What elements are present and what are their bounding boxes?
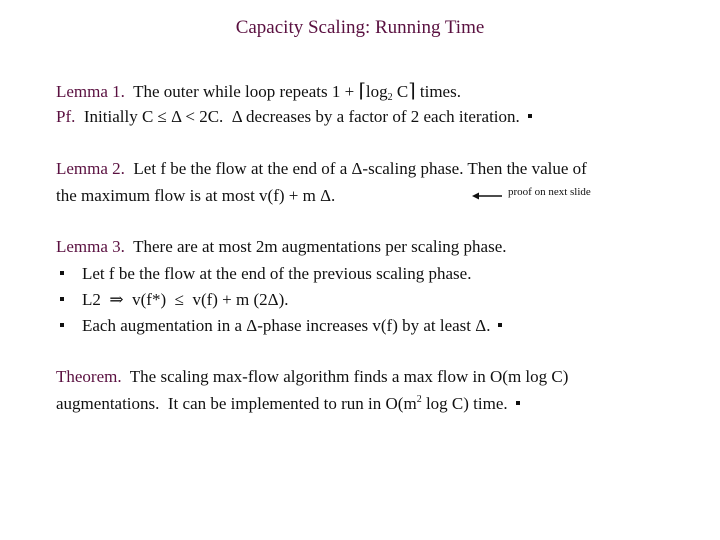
proof-1-label: Pf. <box>56 107 76 126</box>
lemma-3-label: Lemma 3. <box>56 237 125 256</box>
slide-title: Capacity Scaling: Running Time <box>235 17 485 38</box>
lemma-2-text-1: Let f be the flow at the end of a Δ-scaling phase. Then the value of <box>124 159 587 178</box>
left-arrow-icon <box>472 191 502 201</box>
qed-square-icon <box>516 401 520 405</box>
theorem-line-2 <box>56 394 520 414</box>
log-subscript: 2 <box>387 92 393 103</box>
theorem-text-1: The scaling max-flow algorithm finds a max flow in O(m log C) <box>121 367 569 386</box>
theorem-line-1 <box>56 367 568 387</box>
lemma-2-label: Lemma 2. <box>56 159 125 178</box>
log-text: log <box>365 82 388 101</box>
ceil-close-symbol: ⌉ <box>408 81 416 102</box>
qed-square-icon <box>528 114 532 118</box>
lemma-1 <box>56 80 461 103</box>
qed-square-icon <box>498 323 502 327</box>
bullet-text: L2 ⇒ v(f*) ≤ v(f) + m (2Δ). <box>82 290 289 309</box>
theorem-text-2a: augmentations. It can be implemented to run in O(m <box>56 394 417 413</box>
list-item <box>60 290 289 310</box>
list-item <box>60 316 502 336</box>
bullet-text: Each augmentation in a Δ-phase increases v(f) by at least Δ. <box>82 316 491 335</box>
proof-1 <box>56 107 532 127</box>
list-item <box>60 264 471 284</box>
proof-1-text: Initially C ≤ Δ < 2C. Δ decreases by a factor of 2 each iteration. <box>75 107 520 126</box>
bullet-icon <box>60 297 64 301</box>
log-arg: C <box>392 82 409 101</box>
bullet-icon <box>60 271 64 275</box>
theorem-label: Theorem. <box>56 367 122 386</box>
theorem-text-2b: log C) time. <box>421 394 508 413</box>
lemma-3-text: There are at most 2m augmentations per scaling phase. <box>124 237 507 256</box>
lemma-2-line-1 <box>56 159 587 179</box>
bullet-text: Let f be the flow at the end of the previous scaling phase. <box>82 264 472 283</box>
lemma-1-label: Lemma 1. <box>56 82 125 101</box>
lemma-1-text-b: times. <box>415 82 461 101</box>
proof-note: proof on next slide <box>508 186 591 198</box>
theorem-superscript: 2 <box>416 394 422 405</box>
bullet-icon <box>60 323 64 327</box>
lemma-2-line-2 <box>56 186 335 206</box>
lemma-3 <box>56 237 507 257</box>
ceil-open-symbol: ⌈ <box>358 81 366 102</box>
lemma-1-text-a: The outer while loop repeats 1 + <box>124 82 359 101</box>
lemma-2-text-2: the maximum flow is at most v(f) + m Δ. <box>56 186 336 205</box>
